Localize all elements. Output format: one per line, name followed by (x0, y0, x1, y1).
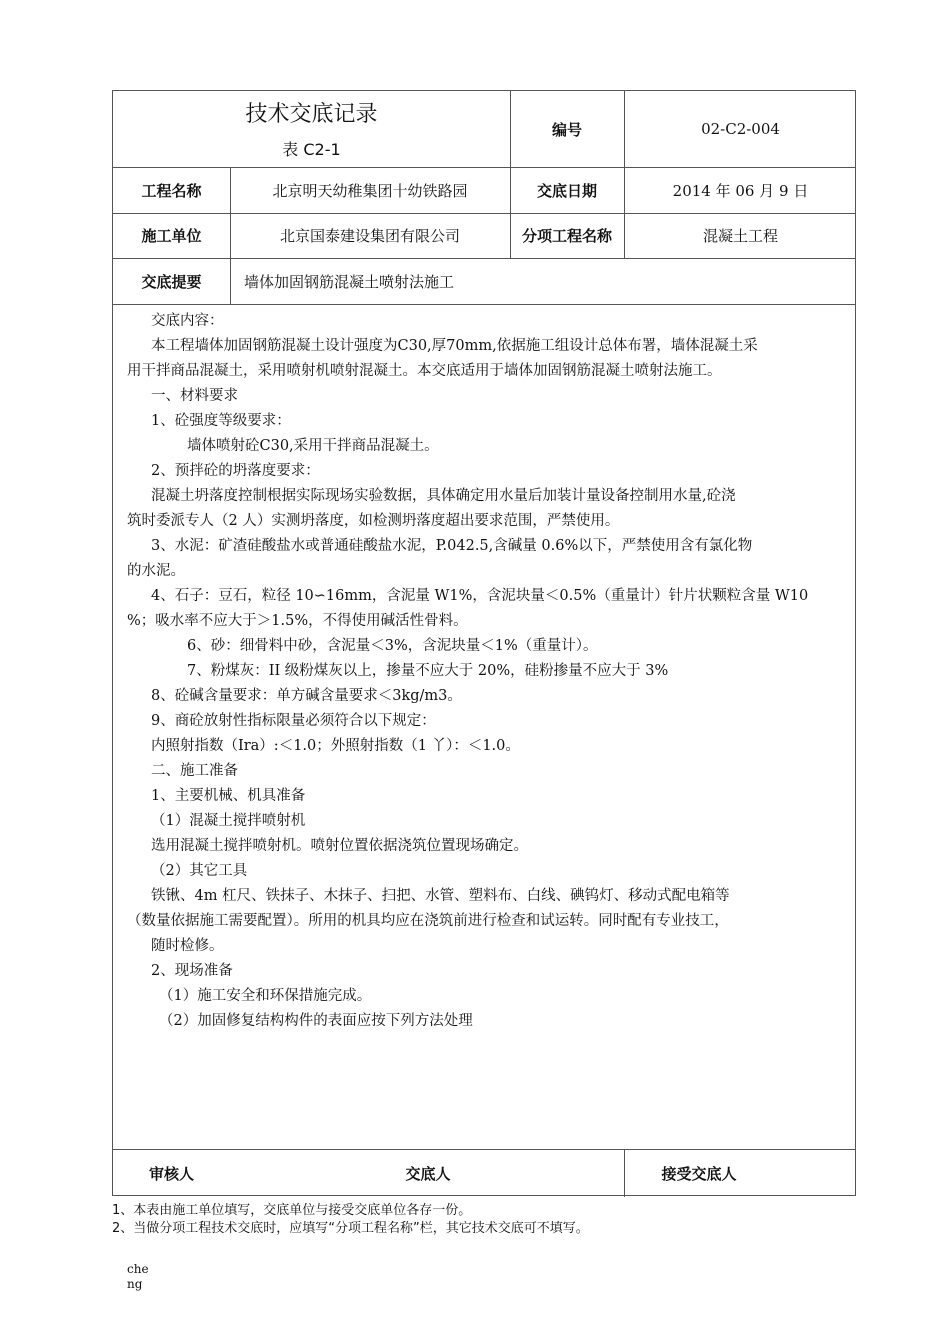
subproject-value: 混凝土工程 (702, 227, 778, 245)
content-line: 二、施工准备 (151, 763, 238, 779)
content-line: 7、粉煤灰：II 级粉煤灰以上，掺量不应大于 20%，硅粉掺量不应大于 3% (187, 663, 669, 679)
content-line: 铁锹、4m 杠尺、铁抹子、木抹子、扫把、水管、塑料布、白线、碘钨灯、移动式配电箱等 (151, 888, 730, 904)
number-label: 编号 (551, 120, 582, 139)
content-line: 筑时委派专人（2 人）实测坍落度，如检测坍落度超出要求范围，严禁使用。 (127, 513, 620, 529)
row-divider (113, 304, 855, 305)
content-line: %；吸水率不应大于＞1.5%，不得使用碱活性骨料。 (127, 613, 468, 629)
content-line: （1）混凝土搅拌喷射机 (151, 813, 306, 829)
content-line: （数量依据施工需要配置）。所用的机具均应在浇筑前进行检查和试运转。同时配有专业技工， (127, 913, 729, 929)
content-line: 2、现场准备 (151, 963, 233, 979)
summary-label: 交底提要 (141, 272, 202, 291)
form-number: 表 C2-1 (282, 140, 341, 159)
footnote: 1、本表由施工单位填写，交底单位与接受交底单位各存一份。 (112, 1203, 472, 1218)
date-value: 2014 年 06 月 9 日 (672, 181, 809, 200)
content-line: 墙体喷射砼C30,采用干拌商品混凝土。 (187, 438, 439, 454)
disclosure-form (112, 90, 856, 1196)
receiver-label: 接受交底人 (661, 1164, 737, 1183)
content-line: 一、材料要求 (151, 388, 238, 404)
content-line: 本工程墙体加固钢筋混凝土设计强度为C30,厚70mm,依据施工组设计总体布署，墙体混凝土采 (151, 338, 758, 354)
content-line: 6、砂：细骨料中砂，含泥量＜3%，含泥块量＜1%（重量计）。 (187, 638, 598, 654)
corner-text (127, 1262, 149, 1292)
footnote: 2、当做分项工程技术交底时，应填写“分项工程名称”栏，其它技术交底可不填写。 (112, 1221, 589, 1236)
content-line: 内照射指数（Ira）:＜1.0；外照射指数（1 丫）：＜1.0。 (151, 738, 520, 754)
content-line: 2、预拌砼的坍落度要求： (151, 463, 320, 479)
corner-text-line: ng (127, 1277, 143, 1291)
project-value: 北京明天幼稚集团十幼铁路园 (272, 181, 468, 200)
content-line: 1、砼强度等级要求： (151, 413, 291, 429)
subproject-label: 分项工程名称 (521, 227, 612, 245)
disclosure-content (127, 309, 851, 1034)
content-line: （2）其它工具 (151, 863, 248, 879)
date-label: 交底日期 (536, 181, 597, 200)
content-line: 用干拌商品混凝土，采用喷射机喷射混凝土。本交底适用于墙体加固钢筋混凝土喷射法施工。 (127, 363, 722, 379)
content-line: 4、石子：豆石，粒径 10∽16mm，含泥量 W1%，含泥块量＜0.5%（重量计）针片状颗粒含量 W10 (151, 588, 809, 604)
summary-value: 墙体加固钢筋混凝土喷射法施工 (244, 272, 455, 291)
form-title: 技术交底记录 (245, 102, 378, 127)
content-line: 选用混凝土搅拌喷射机。喷射位置依据浇筑位置现场确定。 (151, 838, 528, 854)
content-line: 混凝土坍落度控制根据实际现场实验数据，具体确定用水量后加装计量设备控制用水量,砼浇 (151, 488, 736, 504)
content-line: （1）施工安全和环保措施完成。 (159, 988, 372, 1004)
reviewer-label: 审核人 (148, 1164, 194, 1183)
unit-label: 施工单位 (141, 227, 202, 245)
unit-value: 北京国泰建设集团有限公司 (279, 227, 460, 245)
content-line: 交底内容： (151, 313, 224, 329)
corner-text-line: che (127, 1262, 149, 1276)
content-line: 9、商砼放射性指标限量必须符合以下规定： (151, 713, 436, 729)
content-line: 8、砼碱含量要求：单方碱含量要求＜3kg/m3。 (151, 688, 462, 704)
content-line: 随时检修。 (151, 938, 224, 954)
content-line: 3、水泥：矿渣硅酸盐水或普通硅酸盐水泥，P.042.5,含碱量 0.6%以下，严禁使用含有氯化物 (151, 538, 753, 554)
presenter-label: 交底人 (405, 1164, 451, 1183)
number-value: 02-C2-004 (701, 120, 780, 138)
project-label: 工程名称 (141, 181, 202, 200)
content-line: 的水泥。 (127, 563, 185, 579)
content-line: 1、主要机械、机具准备 (151, 788, 306, 804)
content-line: （2）加固修复结构构件的表面应按下列方法处理 (159, 1013, 473, 1029)
